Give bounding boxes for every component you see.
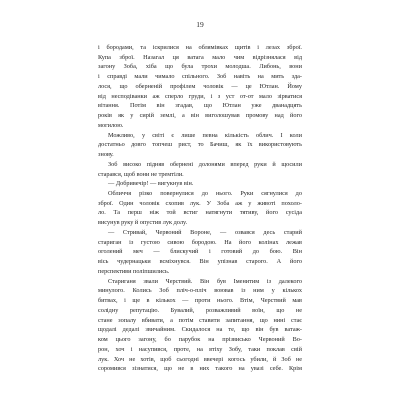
text-line: зброї. Один чоловік схопив лук. У Зоба аж у животі похоло- bbox=[98, 199, 302, 207]
text-line: достатньо довго топчеш рист, то Бачиш, як їх використовують bbox=[98, 141, 302, 149]
text-line: загону Зоба, хіба що була трохи молодша. Либонь, вони bbox=[98, 63, 302, 71]
text-line: перспективи поліпшились. bbox=[98, 267, 170, 275]
text-line: Можливо, у світі є лише певна кількість облич. І коли bbox=[108, 131, 302, 139]
text-line: лук. Хоч не хотів, щоб сьогодні ввечері когось убили, й Зоб не bbox=[98, 355, 302, 363]
text-line: вітання. Потім він згадав, що Ютлан уже дванадцять bbox=[98, 102, 302, 110]
page-number: 19 bbox=[196, 20, 204, 29]
text-line: могилою. bbox=[98, 121, 124, 129]
text-line: старався, щоб вони не тремтіли. bbox=[98, 170, 184, 178]
text-line: і бородами, та іскрилися на облямівках щитів і лезах зброї. bbox=[98, 44, 302, 51]
body-text bbox=[98, 43, 302, 374]
text-line: минулого. Колись Зоб пліч-о-пліч воював із ним у кількох bbox=[98, 287, 302, 295]
text-line: Стариганя звали Черствий. Він був Іменитим із далекого bbox=[108, 277, 302, 285]
text-line: лося, що оберненій профілем чоловік — це Ютлан. Йому bbox=[98, 82, 302, 90]
text-line: соромився зізнатися, що не в них такого на увазі себе. Крім bbox=[98, 365, 302, 373]
text-line: Обличчя різко повернулися до нього. Руки сягнулися до bbox=[108, 190, 302, 198]
text-line: солідну репутацію. Бувалий, розважливий воїн, що не bbox=[98, 306, 302, 314]
text-line: стане зопалу вбивати, а потім ставити запитання, що нині стає bbox=[98, 316, 302, 324]
text-line: Зоб високо підняв обернені долонями вперед руки й щосили bbox=[108, 160, 302, 168]
text-line: рон, хоч і насупився, проте, на втіху Зобу, таки поклав свій bbox=[98, 345, 302, 353]
text-line: знову. bbox=[98, 151, 114, 159]
text-line: ком цього загону, бо парубок на прізвисько Червоний Во- bbox=[98, 336, 302, 344]
text-line: і справді мали чимало спільного. Зоб навіть на мить зда- bbox=[98, 73, 302, 81]
text-line: вісь чудернацьки всміхнувся. Він упізнав старого. А його bbox=[98, 258, 302, 266]
text-line: оголений меч — блискучий і готовий до бою. Він bbox=[98, 248, 302, 256]
text-line: Купа зброї. Назагал ця ватага мало чим відрізнялася від bbox=[98, 53, 302, 61]
text-line: від несподіванки аж сперло груди, і з уст от-от мало зірватися bbox=[98, 92, 302, 100]
text-line: років як у сирій землі, а він виголошував промову над його bbox=[98, 112, 302, 120]
text-line: — Стривай, Червоний Вороне, — озвався десь старий bbox=[108, 228, 302, 236]
text-line: ло. Та перш ніж той встиг натягнути тятиву, його сусіда bbox=[98, 209, 302, 217]
text-line: висунув руку й опустив лук долу. bbox=[98, 219, 188, 227]
text-line: битвах, і ще в кількох — проти нього. Втім, Черствий мав bbox=[98, 297, 302, 305]
text-line: стариган із густою сивою бородою. На його колінах лежав bbox=[98, 238, 302, 246]
paragraph-block bbox=[98, 43, 302, 374]
text-line: — Добривечір! — вигукнув він. bbox=[108, 180, 194, 188]
text-line: щодалі дедалі звичайним. Скидалося на те, що він був ватаж- bbox=[98, 326, 302, 334]
